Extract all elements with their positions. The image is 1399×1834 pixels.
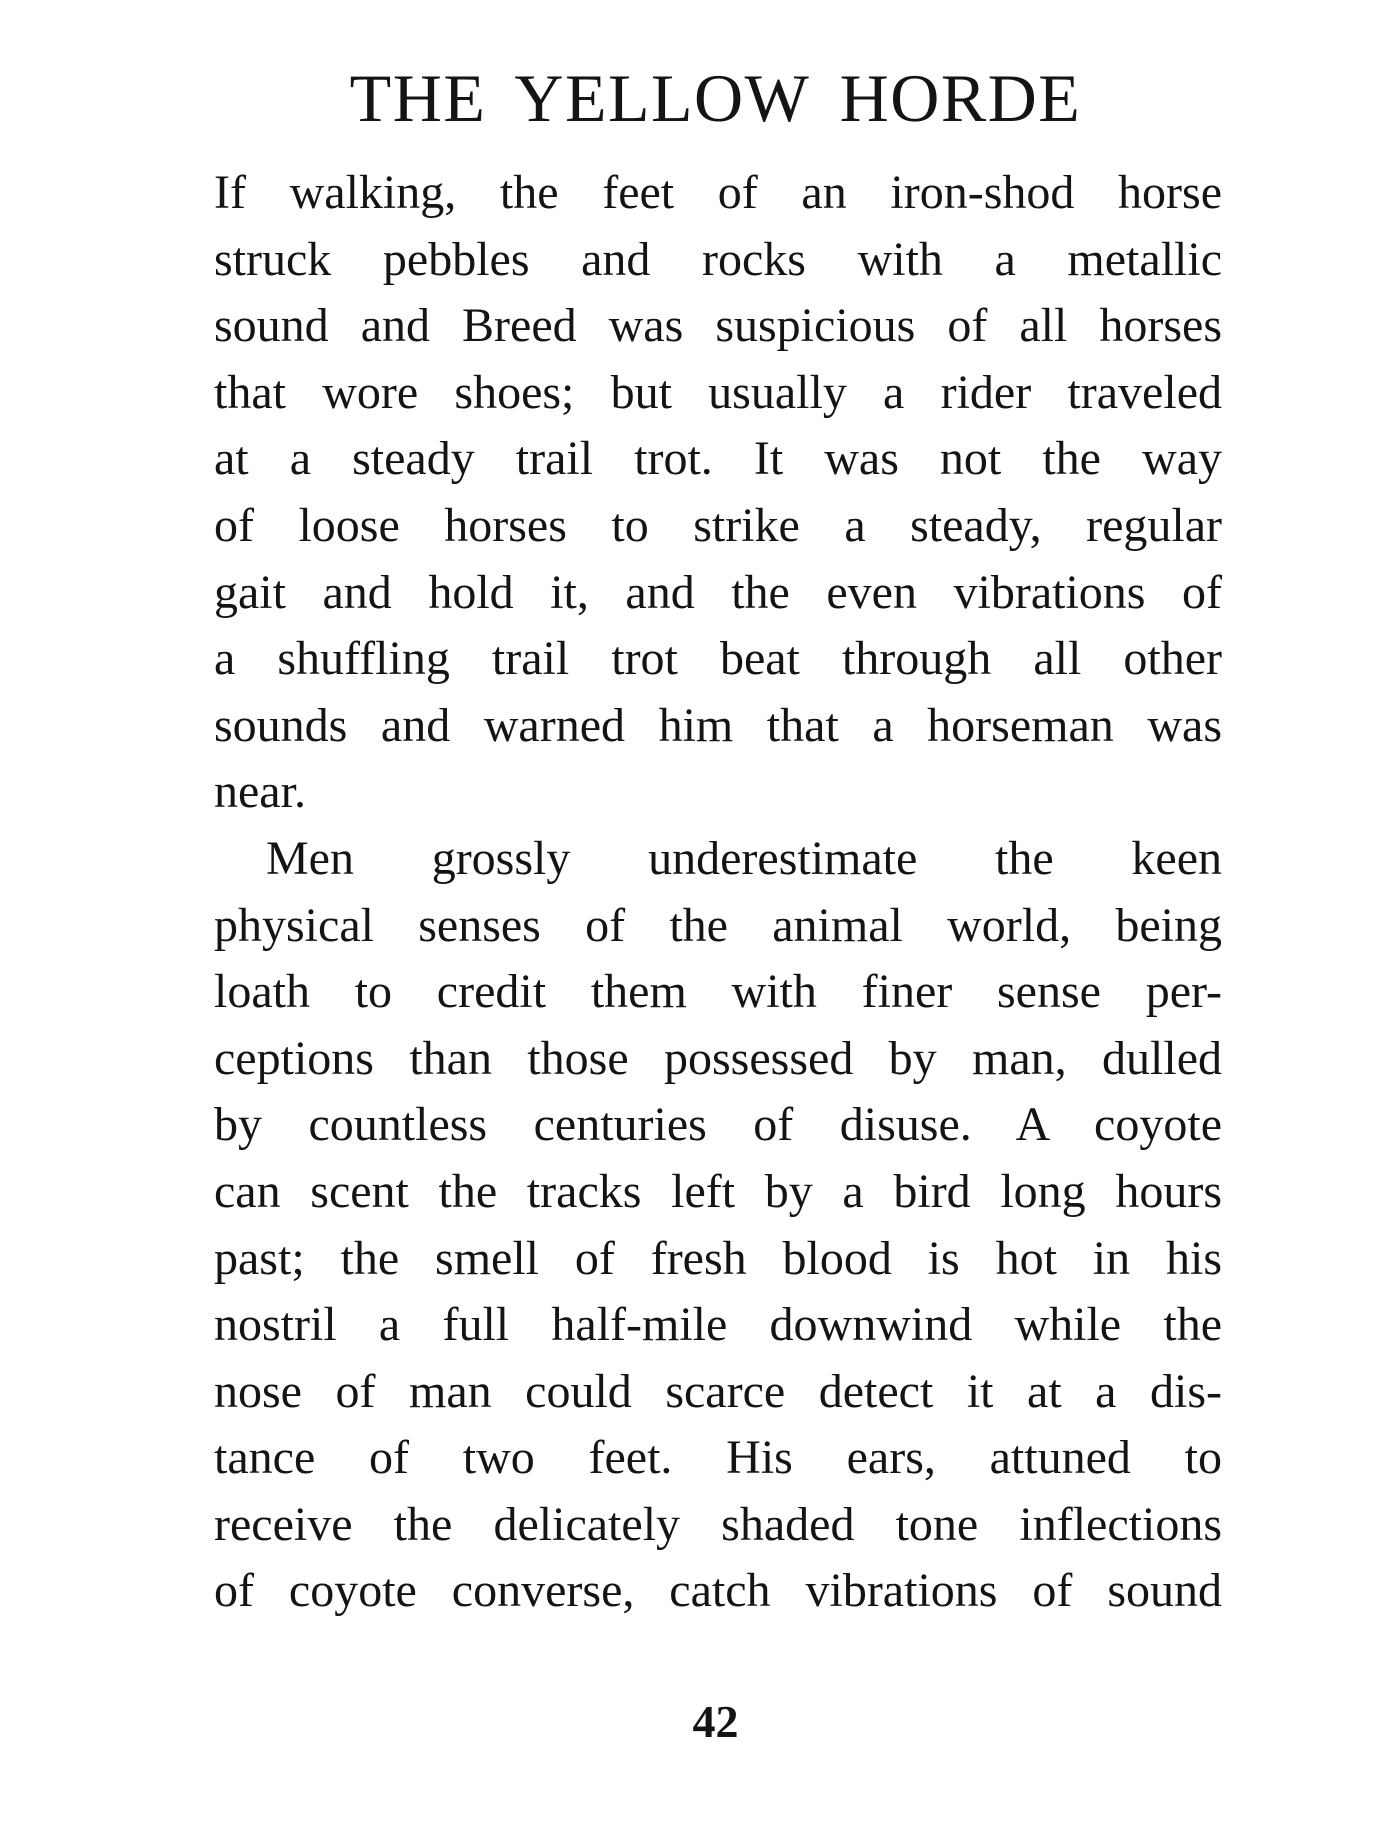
text-line: of coyote converse, catch vibrations of sound (214, 1564, 1222, 1618)
text-line: sound and Breed was suspicious of all horses (214, 299, 1222, 353)
text-line: near. (214, 765, 306, 819)
text-line: Men grossly underestimate the keen (266, 831, 1222, 885)
body-text (214, 160, 1222, 1625)
text-line: by countless centuries of disuse. A coyote (214, 1098, 1222, 1152)
text-line: struck pebbles and rocks with a metallic (214, 232, 1222, 286)
running-head: THE YELLOW HORDE (349, 60, 1082, 136)
text-line: loath to credit them with finer sense per- (214, 965, 1222, 1019)
text-line: sounds and warned him that a horseman was (214, 698, 1222, 752)
text-line: at a steady trail trot. It was not the way (214, 432, 1222, 486)
text-line: of loose horses to strike a steady, regular (214, 498, 1222, 552)
text-line: that wore shoes; but usually a rider traveled (214, 365, 1222, 419)
text-line: nose of man could scarce detect it at a dis- (214, 1364, 1222, 1418)
text-line: physical senses of the animal world, being (214, 898, 1222, 952)
text-line: tance of two feet. His ears, attuned to (214, 1431, 1222, 1485)
text-line: gait and hold it, and the even vibrations of (214, 565, 1222, 619)
paragraph-1 (214, 160, 1222, 826)
text-line: a shuffling trail trot beat through all other (214, 632, 1222, 686)
text-line: ceptions than those possessed by man, dulled (214, 1031, 1222, 1085)
page-number: 42 (692, 1696, 739, 1747)
text-line: past; the smell of fresh blood is hot in his (214, 1231, 1222, 1285)
text-line: If walking, the feet of an iron-shod horse (214, 166, 1222, 219)
text-line: nostril a full half-mile downwind while the (214, 1298, 1222, 1352)
text-line: can scent the tracks left by a bird long hours (214, 1164, 1222, 1218)
paragraph-2 (214, 826, 1222, 1625)
text-line: receive the delicately shaded tone inflections (214, 1497, 1222, 1551)
